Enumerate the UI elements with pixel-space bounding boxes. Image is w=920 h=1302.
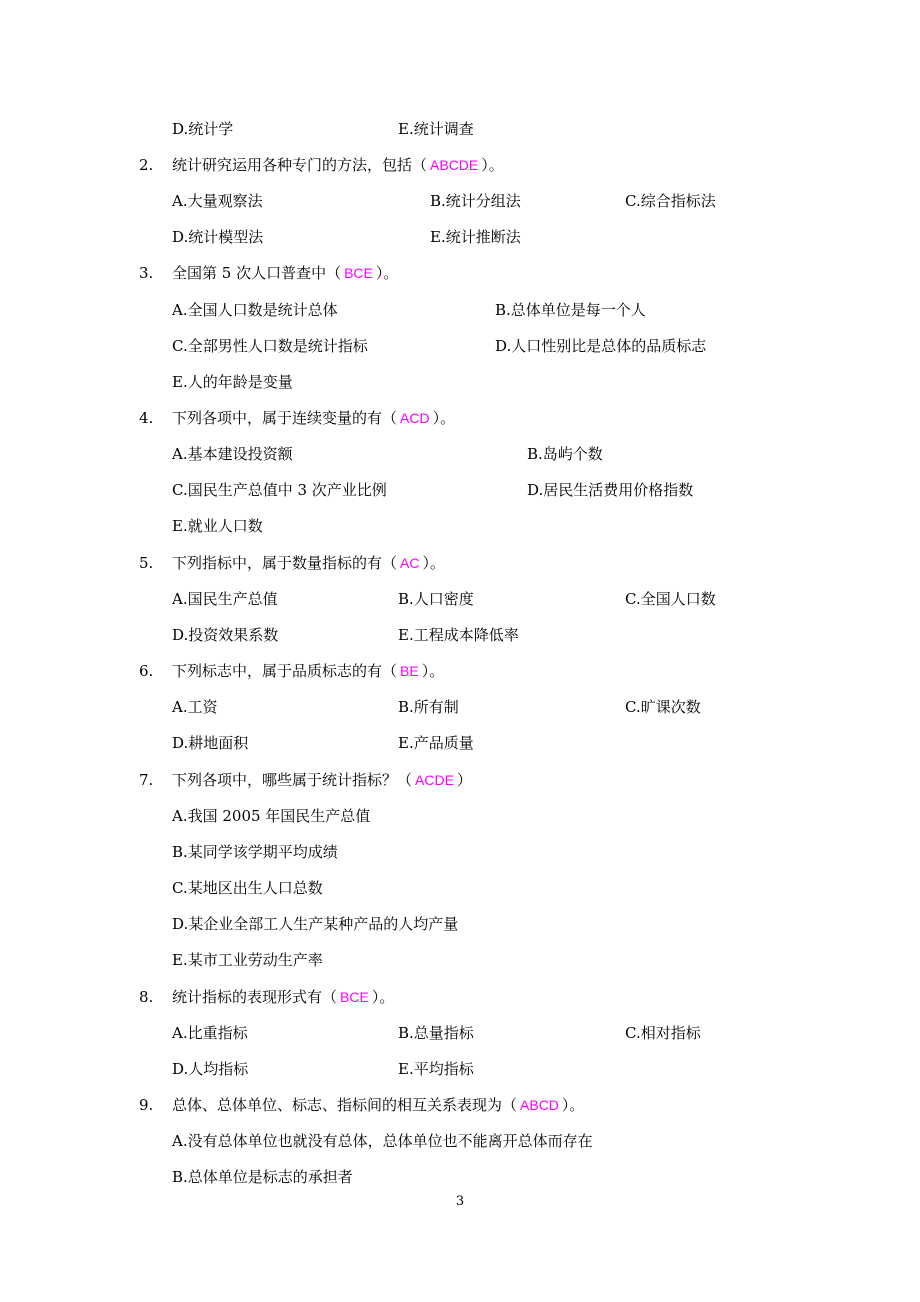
option-d: D.统计学 [172,120,234,138]
option-a: A.全国人口数是统计总体 [172,301,338,319]
option-e: E.工程成本降低率 [398,626,519,644]
question-number: 4. [139,409,154,427]
question-stem: 下列各项中，属于连续变量的有（ ACD ）。 [172,409,456,427]
option-b: B.人口密度 [398,590,474,608]
option-a: A.比重指标 [172,1024,248,1042]
answer-text: BCE [340,989,369,1005]
option-a: A.工资 [172,698,218,716]
question-stem: 下列标志中，属于品质标志的有（ BE ）。 [172,662,445,680]
question-8 [0,986,920,1008]
option-d: D.投资效果系数 [172,626,279,644]
question-number: 9. [139,1096,154,1114]
option-b: B.总量指标 [398,1024,474,1042]
option-c: C.综合指标法 [625,192,716,210]
option-c: C.某地区出生人口总数 [172,879,323,897]
question-6-options-row-1 [0,696,920,718]
option-e: E.平均指标 [398,1060,474,1078]
question-number: 2. [139,156,154,174]
question-9 [0,1094,920,1116]
option-d: D.某企业全部工人生产某种产品的人均产量 [172,915,459,933]
question-stem: 统计研究运用各种专门的方法，包括（ ABCDE ）。 [172,156,504,174]
option-d: D.居民生活费用价格指数 [527,481,694,499]
question-8-options-row-2 [0,1058,920,1080]
option-b: B.所有制 [398,698,459,716]
option-a: A.我国 2005 年国民生产总值 [172,807,371,825]
question-3-options-row-3 [0,371,920,393]
question-7 [0,769,920,791]
option-e: E.某市工业劳动生产率 [172,951,323,969]
question-7-option-c-row [0,877,920,899]
answer-text: BCE [344,265,373,281]
option-d: D.统计模型法 [172,228,264,246]
question-4-options-row-2 [0,479,920,501]
question-6-options-row-2 [0,732,920,754]
question-6 [0,660,920,682]
question-4 [0,407,920,429]
option-b: B.岛屿个数 [527,445,603,463]
answer-text: ACDE [415,772,454,788]
option-c: C.相对指标 [625,1024,701,1042]
option-e: E.统计调查 [398,120,474,138]
question-3-options-row-2 [0,335,920,357]
question-stem: 下列各项中，哪些属于统计指标？（ ACDE ） [172,771,472,789]
question-9-option-b-row [0,1166,920,1188]
question-2 [0,154,920,176]
question-number: 7. [139,771,154,789]
question-number: 3. [139,264,154,282]
option-b: B.统计分组法 [430,192,521,210]
question-5-options-row-1 [0,588,920,610]
question-stem: 全国第 5 次人口普查中（ BCE ）。 [172,264,399,282]
question-number: 6. [139,662,154,680]
answer-text: ACD [400,410,430,426]
option-e: E.统计推断法 [430,228,521,246]
option-c: C.全部男性人口数是统计指标 [172,337,368,355]
question-5 [0,552,920,574]
question-stem: 总体、总体单位、标志、指标间的相互关系表现为（ ABCD ）。 [172,1096,585,1114]
option-b: B.总体单位是每一个人 [495,301,646,319]
option-b: B.总体单位是标志的承担者 [172,1168,353,1186]
answer-text: ABCDE [430,157,479,173]
question-5-options-row-2 [0,624,920,646]
question-4-options-row-3 [0,515,920,537]
question-3-options-row-1 [0,299,920,321]
question-number: 8. [139,988,154,1006]
question-7-option-b-row [0,841,920,863]
option-b: B.某同学该学期平均成绩 [172,843,338,861]
option-e: E.人的年龄是变量 [172,373,293,391]
option-e: E.就业人口数 [172,517,263,535]
option-e: E.产品质量 [398,734,474,752]
question-7-option-a-row [0,805,920,827]
page-number: 3 [455,1194,465,1209]
question-8-options-row-1 [0,1022,920,1044]
question-number: 5. [139,554,154,572]
question-2-options-row-2 [0,226,920,248]
question-7-option-d-row [0,913,920,935]
option-d: D.人均指标 [172,1060,249,1078]
option-d: D.耕地面积 [172,734,249,752]
option-d: D.人口性别比是总体的品质标志 [495,337,707,355]
answer-text: AC [400,555,420,571]
option-c: C.国民生产总值中 3 次产业比例 [172,481,387,499]
answer-text: BE [400,663,419,679]
question-3 [0,262,920,284]
question-4-options-row-1 [0,443,920,465]
question-2-options-row-1 [0,190,920,212]
question-7-option-e-row [0,949,920,971]
answer-text: ABCD [520,1097,559,1113]
question-9-option-a-row [0,1130,920,1152]
option-c: C.全国人口数 [625,590,716,608]
question-stem: 下列指标中，属于数量指标的有（ AC ）。 [172,554,445,572]
option-a: A.没有总体单位也就没有总体，总体单位也不能离开总体而存在 [172,1132,593,1150]
option-a: A.大量观察法 [172,192,263,210]
question-stem: 统计指标的表现形式有（ BCE ）。 [172,988,395,1006]
option-c: C.旷课次数 [625,698,701,716]
option-a: A.基本建设投资额 [172,445,293,463]
question-1-options-row [0,118,920,140]
option-a: A.国民生产总值 [172,590,278,608]
